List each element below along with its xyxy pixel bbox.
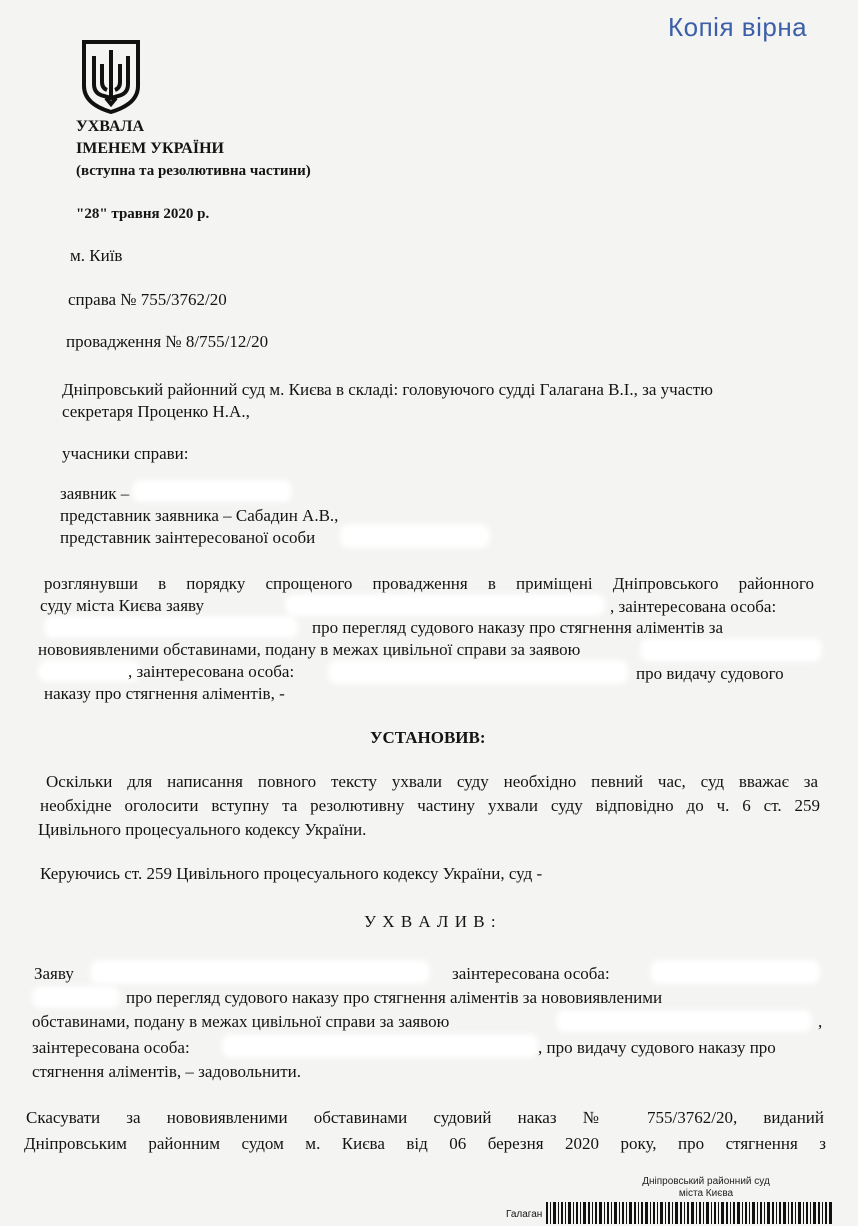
redacted-block [44, 616, 298, 638]
resolved-line5: стягнення аліментів, – задовольнити. [32, 1062, 301, 1081]
coat-of-arms-icon [80, 38, 142, 114]
case-number: справа № 755/3762/20 [68, 290, 227, 309]
redacted-block [38, 660, 140, 682]
considered-line3: про перегляд судового наказу про стягнення аліментів за [312, 618, 724, 637]
considered-line1: розглянувши в порядку спрощеного провадження в приміщені Дніпровського районного [44, 574, 814, 593]
redacted-block [222, 1034, 538, 1058]
redacted-block [650, 960, 820, 984]
copy-verified-stamp: Копія вірна [668, 12, 808, 42]
cancel-order-line2: Дніпровським районним судом м. Києва від 06 березня 2020 року, про стягнення з [24, 1134, 826, 1153]
resolved-line1b: заінтересована особа: [452, 964, 610, 983]
considered-line2b: , заінтересована особа: [610, 597, 777, 616]
resolved-line1a: Заяву [34, 964, 74, 983]
redacted-block [556, 1010, 812, 1032]
established-line1: Оскільки для написання повного тексту ухвали суду необхідно певний час, суд вважає за [46, 772, 818, 791]
established-line2: необхідне оголосити вступну та резолютивну частину ухвали суду відповідно до ч. 6 ст. 259 [40, 796, 820, 815]
city: м. Київ [70, 246, 123, 265]
established-line3: Цивільного процесуального кодексу України. [38, 820, 367, 839]
court-stamp [632, 1176, 780, 1200]
redacted-block [328, 660, 628, 684]
participants-title: учасники справи: [62, 444, 189, 463]
resolved-line4b: , про видачу судового наказу про [538, 1038, 776, 1057]
resolved-heading: У Х В А Л И В : [364, 912, 497, 931]
barcode-icon [546, 1202, 836, 1224]
court-stamp-line1: Дніпровський районний суд [642, 1176, 770, 1187]
resolved-line3-comma: , [818, 1012, 823, 1031]
resolved-line3: обставинами, подану в межах цивільної справи за заявою [32, 1012, 450, 1031]
established-heading: УСТАНОВИВ: [370, 728, 486, 747]
redacted-block [132, 480, 292, 502]
court-composition-line1: Дніпровський районний суд м. Києва в складі: головуючого судді Галагана В.І., за участю [62, 380, 713, 399]
considered-line5b: про видачу судового [636, 664, 784, 683]
considered-line4: нововиявленими обставинами, подану в межах цивільної справи за заявою [38, 640, 581, 659]
redacted-block [640, 638, 822, 662]
court-stamp-line2: міста Києва [678, 1188, 734, 1199]
parts-note: (вступна та резолютивна частини) [76, 163, 311, 179]
document-type-title: УХВАЛА [76, 118, 144, 135]
court-composition-line2: секретаря Проценко Н.А., [62, 402, 250, 421]
redacted-block [285, 594, 605, 616]
considered-line6: наказу про стягнення аліментів, - [44, 684, 285, 703]
redacted-block [32, 986, 120, 1008]
applicant-label: заявник – [60, 484, 130, 503]
in-the-name-of-ukraine: ІМЕНЕМ УКРАЇНИ [76, 140, 224, 157]
resolved-line4a: заінтересована особа: [32, 1038, 190, 1057]
considered-line2a: суду міста Києва заяву [40, 596, 204, 615]
applicant-representative: представник заявника – Сабадин А.В., [60, 506, 339, 525]
interested-party-representative: представник заінтересованої особи [60, 528, 316, 547]
proceeding-number: провадження № 8/755/12/20 [66, 332, 269, 351]
cancel-order-line1: Скасувати за нововиявленими обставинами судовий наказ № 755/3762/20, виданий [26, 1108, 824, 1127]
decision-date: "28" травня 2020 р. [76, 206, 210, 222]
guided-by-line: Керуючись ст. 259 Цивільного процесуального кодексу України, суд - [40, 864, 543, 883]
resolved-line2: про перегляд судового наказу про стягнення аліментів за нововиявленими [126, 988, 663, 1007]
redacted-block [340, 524, 490, 548]
judge-name: Галаган [506, 1209, 543, 1220]
redacted-block [90, 960, 430, 984]
considered-line5: , заінтересована особа: [128, 662, 295, 681]
